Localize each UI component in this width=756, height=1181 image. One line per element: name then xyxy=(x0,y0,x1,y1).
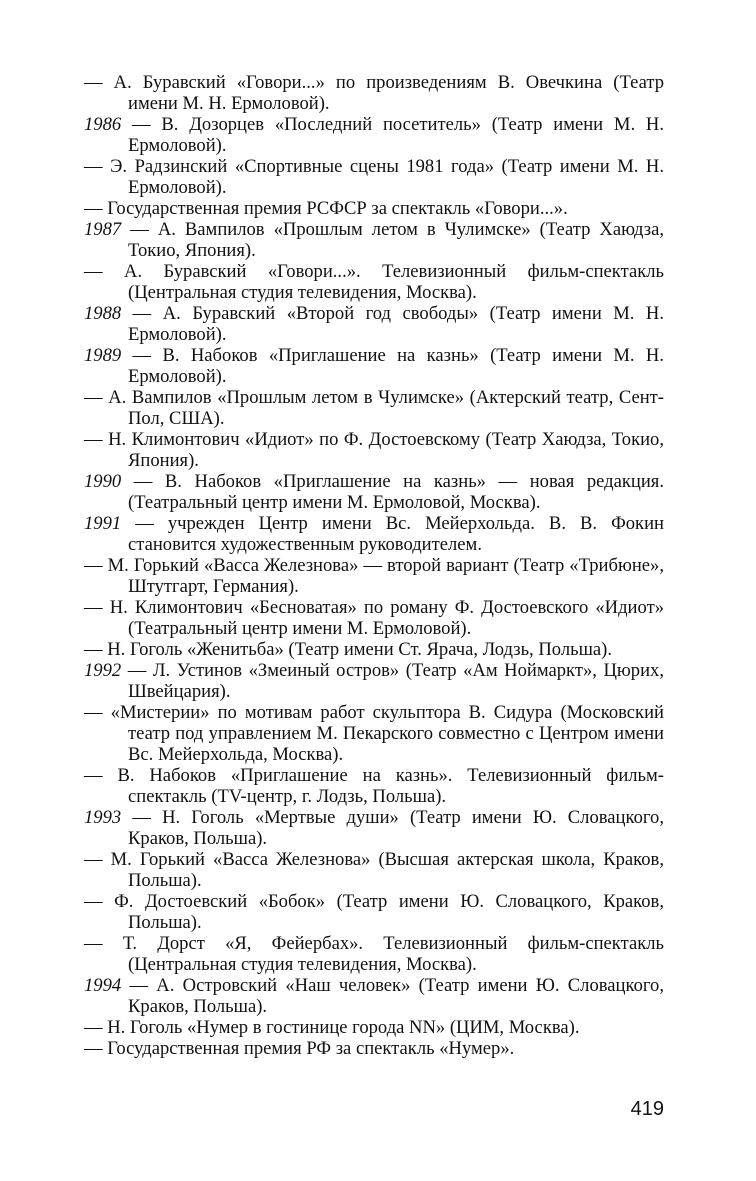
entry-text: — Л. Устинов «Змеиный остров» (Театр «Ам Ноймаркт», Цюрих, Швейцария). xyxy=(121,660,664,702)
entry-text: — Н. Гоголь «Нумер в гостинице города NN» (ЦИМ, Москва). xyxy=(84,1017,580,1038)
entry-text: — А. Буравский «Говори...» по произведениям В. Овечкина (Театр имени М. Н. Ермоловой). xyxy=(84,72,664,114)
entry-text: — Т. Дорст «Я, Фейербах». Телевизионный фильм-спектакль (Центральная студия телевидения, Москва). xyxy=(84,933,664,975)
entry-text: — А. Буравский «Говори...». Телевизионный фильм-спектакль (Центральная студия телевидения, Москва). xyxy=(84,261,664,303)
chronology-entry xyxy=(84,114,664,156)
chronology-entry xyxy=(84,156,664,198)
entry-text: — Государственная премия РСФСР за спектакль «Говори...». xyxy=(84,198,568,219)
chronology-entry xyxy=(84,198,664,219)
page-number: 419 xyxy=(630,1098,664,1120)
entry-text: — А. Буравский «Второй год свободы» (Театр имени М. Н. Ермоловой). xyxy=(121,303,664,345)
entry-text: — М. Горький «Васса Железнова» (Высшая актерская школа, Краков, Польша). xyxy=(84,849,664,891)
chronology-entry xyxy=(84,471,664,513)
entry-year: 1989 xyxy=(84,345,122,366)
entry-text: — Ф. Достоевский «Бобок» (Театр имени Ю. Словацкого, Краков, Польша). xyxy=(84,891,664,933)
entry-year: 1994 xyxy=(84,975,122,996)
entry-text: — В. Набоков «Приглашение на казнь». Телевизионный фильм-спектакль (TV-центр, г. Лодзь, Польша). xyxy=(84,765,664,807)
chronology-entry xyxy=(84,303,664,345)
entry-text: — Государственная премия РФ за спектакль «Нумер». xyxy=(84,1038,515,1059)
chronology-entry xyxy=(84,219,664,261)
entry-year: 1988 xyxy=(84,303,122,324)
chronology-entry xyxy=(84,345,664,387)
chronology-entry xyxy=(84,891,664,933)
entry-text: — Н. Климонтович «Бесноватая» по роману Ф. Достоевского «Идиот» (Театральный центр имени М. Ермоловой). xyxy=(84,597,664,639)
chronology-entry xyxy=(84,660,664,702)
entry-text: — А. Вампилов «Прошлым летом в Чулимске» (Актерский театр, Сент-Пол, США). xyxy=(84,387,664,429)
entry-text: — Э. Радзинский «Спортивные сцены 1981 года» (Театр имени М. Н. Ермоловой). xyxy=(84,156,664,198)
entry-text: — В. Набоков «Приглашение на казнь» (Театр имени М. Н. Ермоловой). xyxy=(121,345,664,387)
entry-year: 1991 xyxy=(84,513,122,534)
chronology-entry xyxy=(84,702,664,765)
entry-text: — А. Островский «Наш человек» (Театр имени Ю. Словацкого, Краков, Польша). xyxy=(121,975,664,1017)
chronology-entry xyxy=(84,387,664,429)
entry-text: — В. Набоков «Приглашение на казнь» — новая редакция. (Театральный центр имени М. Ермоловой, Москва). xyxy=(121,471,664,513)
entry-year: 1992 xyxy=(84,660,122,681)
chronology-entry xyxy=(84,765,664,807)
chronology-entry xyxy=(84,261,664,303)
entry-text: — «Мистерии» по мотивам работ скульптора В. Сидура (Московский театр под управлением М. Пекарского совместно с Центром имени Вс. Мейерхольда, Москва). xyxy=(84,702,664,765)
entry-text: — А. Вампилов «Прошлым летом в Чулимске» (Театр Хаюдза, Токио, Япония). xyxy=(121,219,664,261)
chronology-entry xyxy=(84,513,664,555)
chronology-entry xyxy=(84,1038,664,1059)
chronology-entry xyxy=(84,933,664,975)
chronology-entry xyxy=(84,72,664,114)
entry-year: 1986 xyxy=(84,114,122,135)
chronology-entry xyxy=(84,807,664,849)
chronology-entry xyxy=(84,597,664,639)
chronology-list xyxy=(84,72,664,1059)
entry-text: — М. Горький «Васса Железнова» — второй вариант (Театр «Трибюне», Штутгарт, Германия). xyxy=(84,555,664,597)
chronology-entry xyxy=(84,639,664,660)
entry-year: 1990 xyxy=(84,471,122,492)
chronology-entry xyxy=(84,975,664,1017)
chronology-entry xyxy=(84,555,664,597)
chronology-entry xyxy=(84,429,664,471)
chronology-entry xyxy=(84,849,664,891)
entry-text: — Н. Гоголь «Мертвые души» (Театр имени Ю. Словацкого, Краков, Польша). xyxy=(121,807,664,849)
chronology-entry xyxy=(84,1017,664,1038)
entry-year: 1987 xyxy=(84,219,122,240)
entry-year: 1993 xyxy=(84,807,122,828)
entry-text: — учрежден Центр имени Вс. Мейерхольда. В. В. Фокин становится художественным руководителем. xyxy=(121,513,664,555)
entry-text: — Н. Гоголь «Женитьба» (Театр имени Ст. Ярача, Лодзь, Польша). xyxy=(84,639,612,660)
entry-text: — Н. Климонтович «Идиот» по Ф. Достоевскому (Театр Хаюдза, Токио, Япония). xyxy=(84,429,664,471)
entry-text: — В. Дозорцев «Последний посетитель» (Театр имени М. Н. Ермоловой). xyxy=(121,114,664,156)
